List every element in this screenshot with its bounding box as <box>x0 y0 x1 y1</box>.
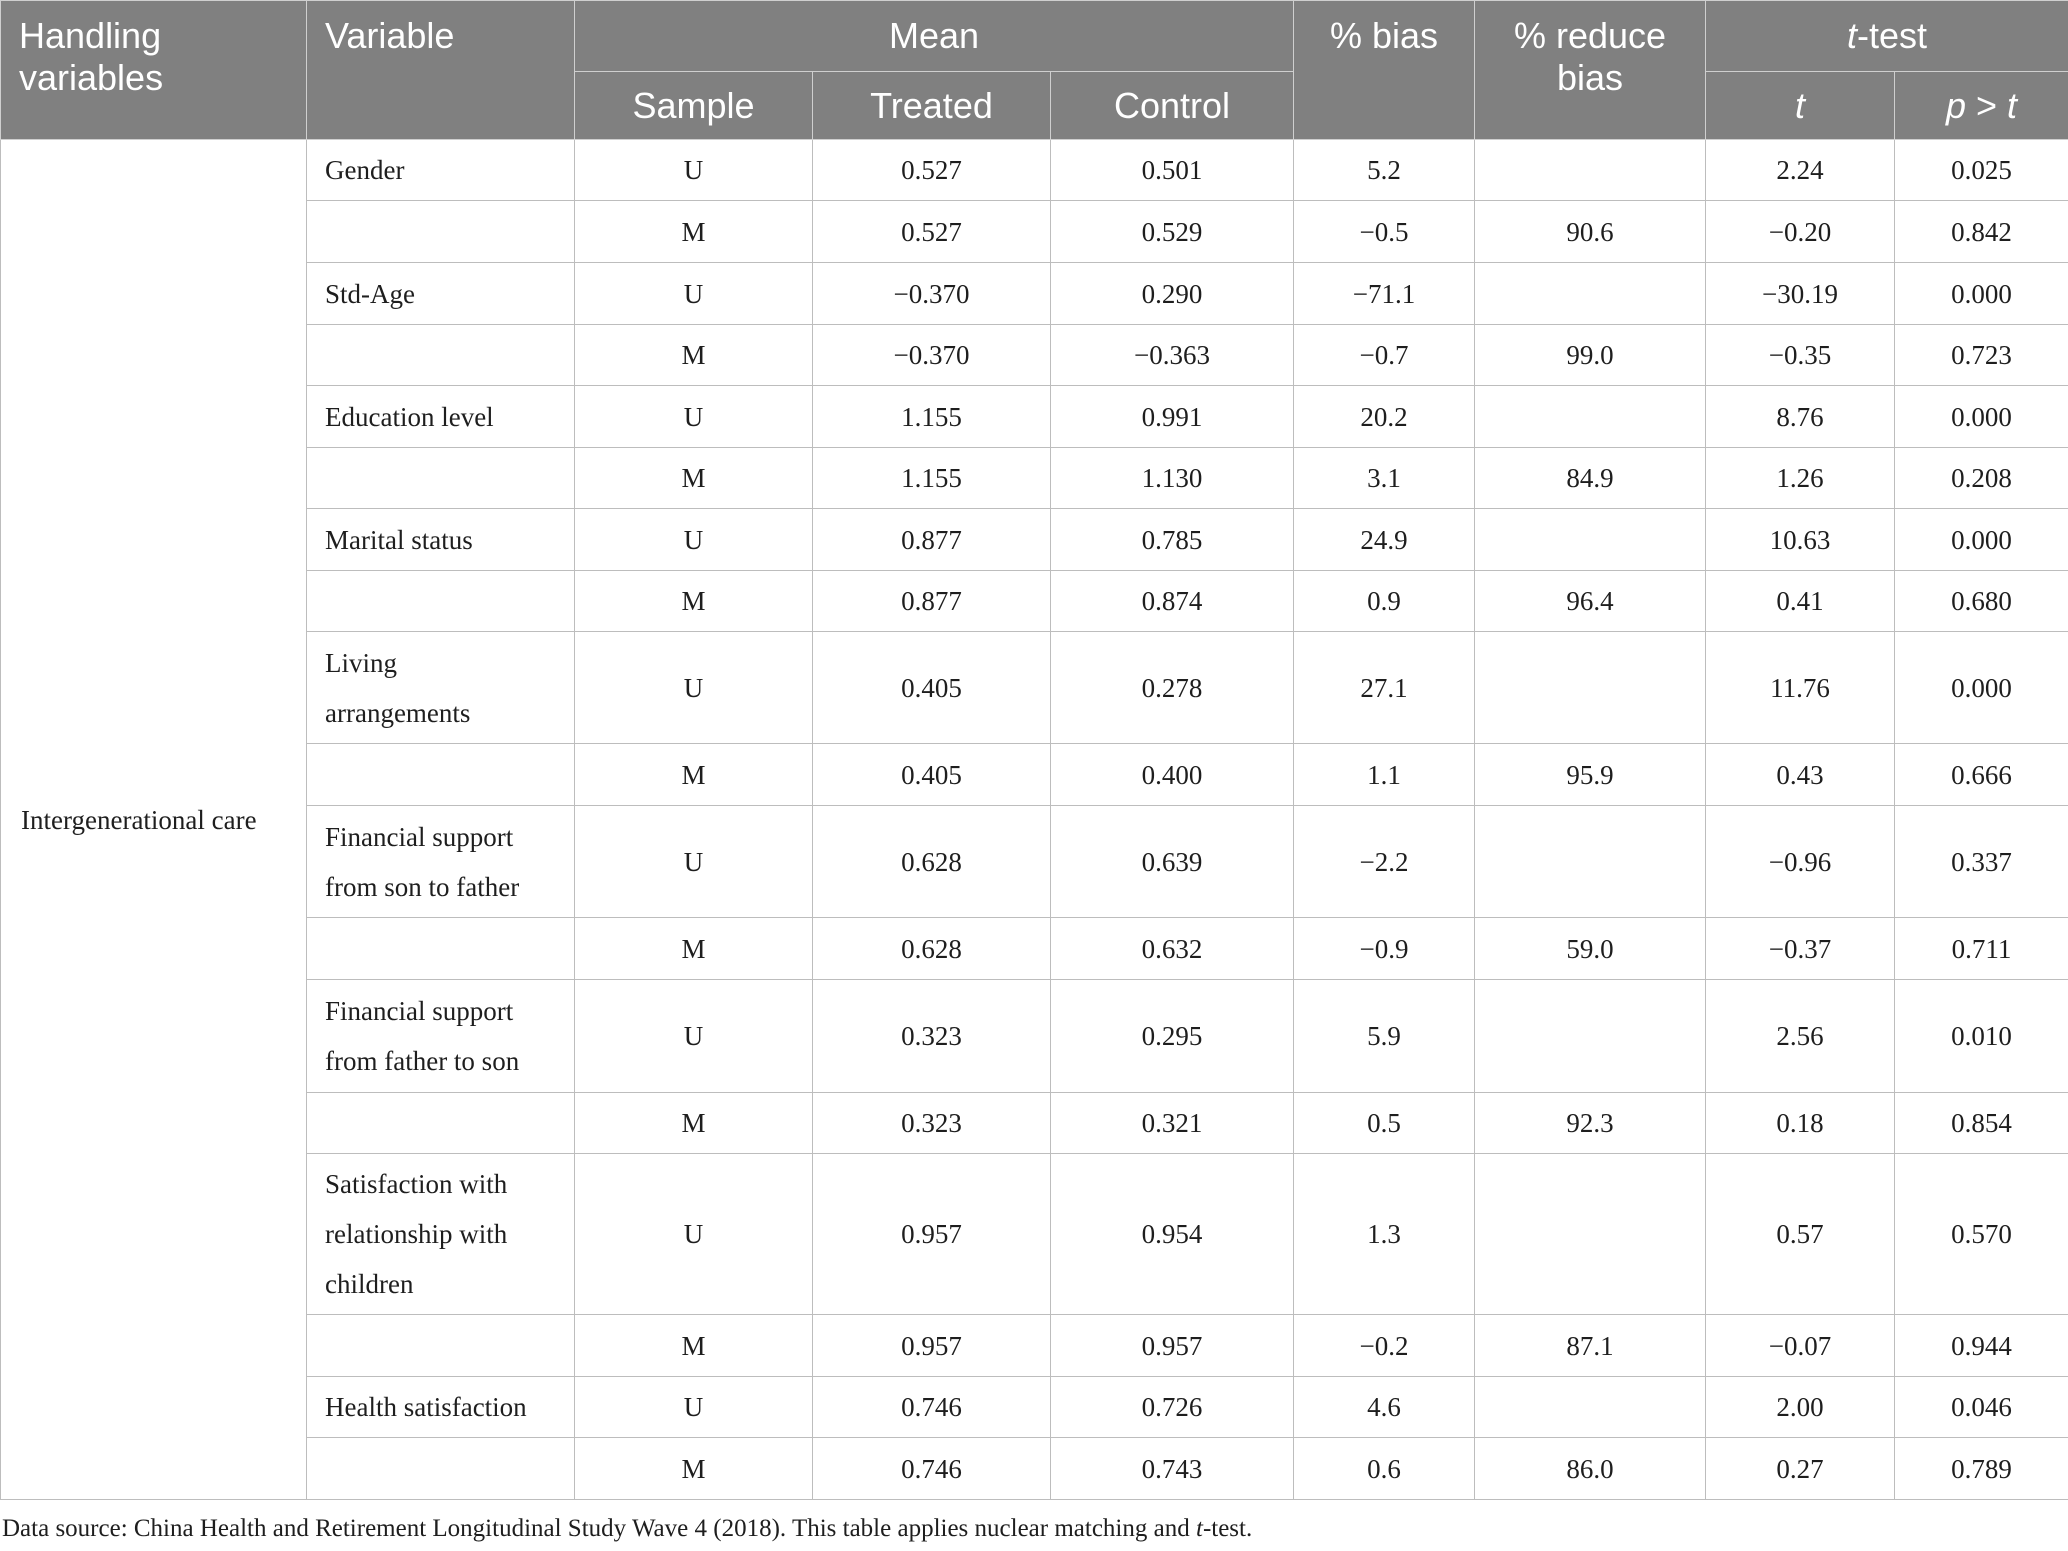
control-cell: 0.278 <box>1051 632 1294 744</box>
reduce-cell <box>1475 1377 1706 1438</box>
variable-cell <box>307 806 575 918</box>
bias-cell: 5.9 <box>1294 980 1475 1093</box>
t-cell: −0.96 <box>1706 806 1895 918</box>
t-cell: −0.07 <box>1706 1315 1895 1377</box>
variable-line: Satisfaction with <box>325 1169 508 1199</box>
table-row <box>1 263 2068 325</box>
p-cell: 0.208 <box>1895 448 2068 509</box>
sample-cell: M <box>575 1438 813 1500</box>
variable-line: Gender <box>325 155 405 185</box>
table-footnote <box>2 1515 1252 1543</box>
t-cell: 2.24 <box>1706 140 1895 201</box>
variable-line: children <box>325 1269 414 1299</box>
p-cell: 0.025 <box>1895 140 2068 201</box>
treated-cell: 0.323 <box>813 1093 1051 1154</box>
reduce-cell <box>1475 386 1706 448</box>
t-cell: 0.41 <box>1706 571 1895 632</box>
sample-cell: M <box>575 918 813 980</box>
variable-cell <box>307 386 575 448</box>
t-cell: 8.76 <box>1706 386 1895 448</box>
treated-cell: 0.628 <box>813 918 1051 980</box>
bias-cell: −2.2 <box>1294 806 1475 918</box>
t-cell: 2.56 <box>1706 980 1895 1093</box>
treated-cell: 0.957 <box>813 1154 1051 1315</box>
treated-cell: 0.527 <box>813 140 1051 201</box>
bias-cell: 4.6 <box>1294 1377 1475 1438</box>
control-cell: 0.785 <box>1051 509 1294 571</box>
control-cell: 0.501 <box>1051 140 1294 201</box>
reduce-cell <box>1475 509 1706 571</box>
variable-cell <box>307 509 575 571</box>
variable-line: Living <box>325 647 397 678</box>
reduce-cell <box>1475 980 1706 1093</box>
table-row <box>1 386 2068 448</box>
variable-cell <box>307 263 575 325</box>
control-cell: 1.130 <box>1051 448 1294 509</box>
header-p-italic: p <box>1945 84 1967 126</box>
p-cell: 0.854 <box>1895 1093 2068 1154</box>
reduce-cell: 87.1 <box>1475 1315 1706 1377</box>
header-handling-variables <box>1 1 307 140</box>
bias-cell: 24.9 <box>1294 509 1475 571</box>
variable-cell <box>307 325 575 386</box>
p-cell: 0.842 <box>1895 201 2068 263</box>
reduce-cell: 59.0 <box>1475 918 1706 980</box>
reduce-cell: 92.3 <box>1475 1093 1706 1154</box>
table-row <box>1 201 2068 263</box>
t-cell: 2.00 <box>1706 1377 1895 1438</box>
header-variable: Variable <box>307 1 575 140</box>
t-cell: 0.43 <box>1706 744 1895 806</box>
bias-cell: −0.9 <box>1294 918 1475 980</box>
header-reduce-line2: bias <box>1557 57 1624 98</box>
header-t: t <box>1706 72 1895 140</box>
variable-line: arrangements <box>325 697 471 728</box>
reduce-cell: 90.6 <box>1475 201 1706 263</box>
treated-cell: −0.370 <box>813 325 1051 386</box>
t-cell: −0.35 <box>1706 325 1895 386</box>
treated-cell: 0.957 <box>813 1315 1051 1377</box>
treated-cell: 1.155 <box>813 448 1051 509</box>
header-control: Control <box>1051 72 1294 140</box>
sample-cell: M <box>575 1093 813 1154</box>
table-row <box>1 744 2068 806</box>
table-row <box>1 632 2068 744</box>
p-cell: 0.010 <box>1895 980 2068 1093</box>
treated-cell: 0.527 <box>813 201 1051 263</box>
sample-cell: M <box>575 448 813 509</box>
control-cell: 0.321 <box>1051 1093 1294 1154</box>
control-cell: 0.991 <box>1051 386 1294 448</box>
header-bias: % bias <box>1294 1 1475 140</box>
p-cell: 0.723 <box>1895 325 2068 386</box>
variable-cell <box>307 980 575 1093</box>
table-header <box>1 1 2068 140</box>
treated-cell: 1.155 <box>813 386 1051 448</box>
table-row <box>1 571 2068 632</box>
bias-cell: −0.2 <box>1294 1315 1475 1377</box>
table-body <box>1 140 2068 1500</box>
reduce-cell: 96.4 <box>1475 571 1706 632</box>
footnote-text-end: -test. <box>1202 1515 1253 1542</box>
bias-cell: 1.3 <box>1294 1154 1475 1315</box>
bias-cell: 1.1 <box>1294 744 1475 806</box>
reduce-cell: 99.0 <box>1475 325 1706 386</box>
variable-cell <box>307 140 575 201</box>
t-cell: 0.27 <box>1706 1438 1895 1500</box>
treated-cell: 0.628 <box>813 806 1051 918</box>
reduce-cell <box>1475 1154 1706 1315</box>
t-cell: 0.57 <box>1706 1154 1895 1315</box>
sample-cell: U <box>575 1377 813 1438</box>
variable-line: from son to father <box>325 871 520 902</box>
reduce-cell: 84.9 <box>1475 448 1706 509</box>
treated-cell: 0.746 <box>813 1377 1051 1438</box>
header-mean: Mean <box>575 1 1294 72</box>
p-cell: 0.666 <box>1895 744 2068 806</box>
header-t-test <box>1706 1 2068 72</box>
variable-cell <box>307 1438 575 1500</box>
control-cell: 0.726 <box>1051 1377 1294 1438</box>
reduce-cell <box>1475 140 1706 201</box>
t-cell: 1.26 <box>1706 448 1895 509</box>
table-row <box>1 325 2068 386</box>
variable-line: relationship with <box>325 1219 508 1249</box>
footnote-italic-t: t <box>1195 1515 1203 1542</box>
table-row <box>1 448 2068 509</box>
variable-cell <box>307 1315 575 1377</box>
bias-cell: 0.5 <box>1294 1093 1475 1154</box>
variable-cell <box>307 571 575 632</box>
header-sample: Sample <box>575 72 813 140</box>
treated-cell: 0.323 <box>813 980 1051 1093</box>
p-cell: 0.000 <box>1895 386 2068 448</box>
reduce-cell: 95.9 <box>1475 744 1706 806</box>
reduce-cell: 86.0 <box>1475 1438 1706 1500</box>
p-cell: 0.711 <box>1895 918 2068 980</box>
control-cell: 0.957 <box>1051 1315 1294 1377</box>
header-p-t: t <box>2007 84 2018 126</box>
p-cell: 0.000 <box>1895 263 2068 325</box>
treated-cell: 0.877 <box>813 509 1051 571</box>
sample-cell: M <box>575 325 813 386</box>
variable-cell <box>307 201 575 263</box>
variable-line: Financial support <box>325 821 514 852</box>
variable-cell <box>307 632 575 744</box>
p-cell: 0.570 <box>1895 1154 2068 1315</box>
sample-cell: U <box>575 1154 813 1315</box>
table-row <box>1 140 2068 201</box>
control-cell: 0.400 <box>1051 744 1294 806</box>
control-cell: 0.295 <box>1051 980 1294 1093</box>
header-p-gt: > <box>1966 84 2008 126</box>
t-cell: 0.18 <box>1706 1093 1895 1154</box>
control-cell: 0.290 <box>1051 263 1294 325</box>
p-cell: 0.680 <box>1895 571 2068 632</box>
table-row <box>1 806 2068 918</box>
bias-cell: 5.2 <box>1294 140 1475 201</box>
sample-cell: M <box>575 201 813 263</box>
variable-cell <box>307 1377 575 1438</box>
p-cell: 0.000 <box>1895 632 2068 744</box>
header-t-test-suffix: -test <box>1857 15 1928 56</box>
bias-cell: 3.1 <box>1294 448 1475 509</box>
table-row <box>1 1154 2068 1315</box>
sample-cell: U <box>575 263 813 325</box>
table-row <box>1 980 2068 1093</box>
sample-cell: U <box>575 140 813 201</box>
bias-cell: −71.1 <box>1294 263 1475 325</box>
bias-cell: 27.1 <box>1294 632 1475 744</box>
bias-cell: 20.2 <box>1294 386 1475 448</box>
treated-cell: 0.405 <box>813 632 1051 744</box>
treated-cell: 0.746 <box>813 1438 1051 1500</box>
variable-cell <box>307 1093 575 1154</box>
sample-cell: M <box>575 744 813 806</box>
table-row <box>1 1315 2068 1377</box>
header-reduce-line1: % reduce <box>1513 15 1667 56</box>
variable-line: Education level <box>325 401 494 432</box>
table-row <box>1 1438 2068 1500</box>
variable-line: Health satisfaction <box>325 1392 527 1422</box>
variable-line: Std-Age <box>325 278 415 309</box>
variable-cell <box>307 918 575 980</box>
treated-cell: 0.405 <box>813 744 1051 806</box>
sample-cell: M <box>575 1315 813 1377</box>
t-cell: −0.37 <box>1706 918 1895 980</box>
variable-cell <box>307 448 575 509</box>
table-row <box>1 918 2068 980</box>
control-cell: 0.639 <box>1051 806 1294 918</box>
bias-cell: −0.7 <box>1294 325 1475 386</box>
p-cell: 0.789 <box>1895 1438 2068 1500</box>
variable-cell <box>307 744 575 806</box>
header-treated: Treated <box>813 72 1051 140</box>
t-cell: 11.76 <box>1706 632 1895 744</box>
sample-cell: U <box>575 806 813 918</box>
header-reduce-bias <box>1475 1 1706 140</box>
t-cell: 10.63 <box>1706 509 1895 571</box>
header-t-test-italic: t <box>1847 15 1858 56</box>
p-cell: 0.944 <box>1895 1315 2068 1377</box>
control-cell: 0.954 <box>1051 1154 1294 1315</box>
header-handling-line1: Handling <box>19 15 162 56</box>
t-cell: −30.19 <box>1706 263 1895 325</box>
reduce-cell <box>1475 632 1706 744</box>
table-row <box>1 1093 2068 1154</box>
table-row <box>1 509 2068 571</box>
bias-cell: 0.6 <box>1294 1438 1475 1500</box>
sample-cell: M <box>575 571 813 632</box>
sample-cell: U <box>575 509 813 571</box>
p-cell: 0.046 <box>1895 1377 2068 1438</box>
control-cell: 0.529 <box>1051 201 1294 263</box>
reduce-cell <box>1475 263 1706 325</box>
handling-variable-cell: Intergenerational care <box>1 140 307 1500</box>
table-row <box>1 1377 2068 1438</box>
t-cell: −0.20 <box>1706 201 1895 263</box>
control-cell: 0.632 <box>1051 918 1294 980</box>
header-p <box>1895 72 2068 140</box>
control-cell: −0.363 <box>1051 325 1294 386</box>
sample-cell: U <box>575 632 813 744</box>
treated-cell: −0.370 <box>813 263 1051 325</box>
treated-cell: 0.877 <box>813 571 1051 632</box>
bias-cell: −0.5 <box>1294 201 1475 263</box>
variable-line: from father to son <box>325 1046 520 1076</box>
sample-cell: U <box>575 386 813 448</box>
sample-cell: U <box>575 980 813 1093</box>
bias-cell: 0.9 <box>1294 571 1475 632</box>
variable-cell <box>307 1154 575 1315</box>
footnote-text: Data source: China Health and Retirement Longitudinal Study Wave 4 (2018). This table applies nuclear matching and <box>2 1515 1196 1542</box>
control-cell: 0.743 <box>1051 1438 1294 1500</box>
variable-line: Financial support <box>325 996 514 1026</box>
p-cell: 0.000 <box>1895 509 2068 571</box>
reduce-cell <box>1475 806 1706 918</box>
variable-line: Marital status <box>325 524 473 555</box>
header-handling-line2: variables <box>19 57 164 98</box>
control-cell: 0.874 <box>1051 571 1294 632</box>
p-cell: 0.337 <box>1895 806 2068 918</box>
